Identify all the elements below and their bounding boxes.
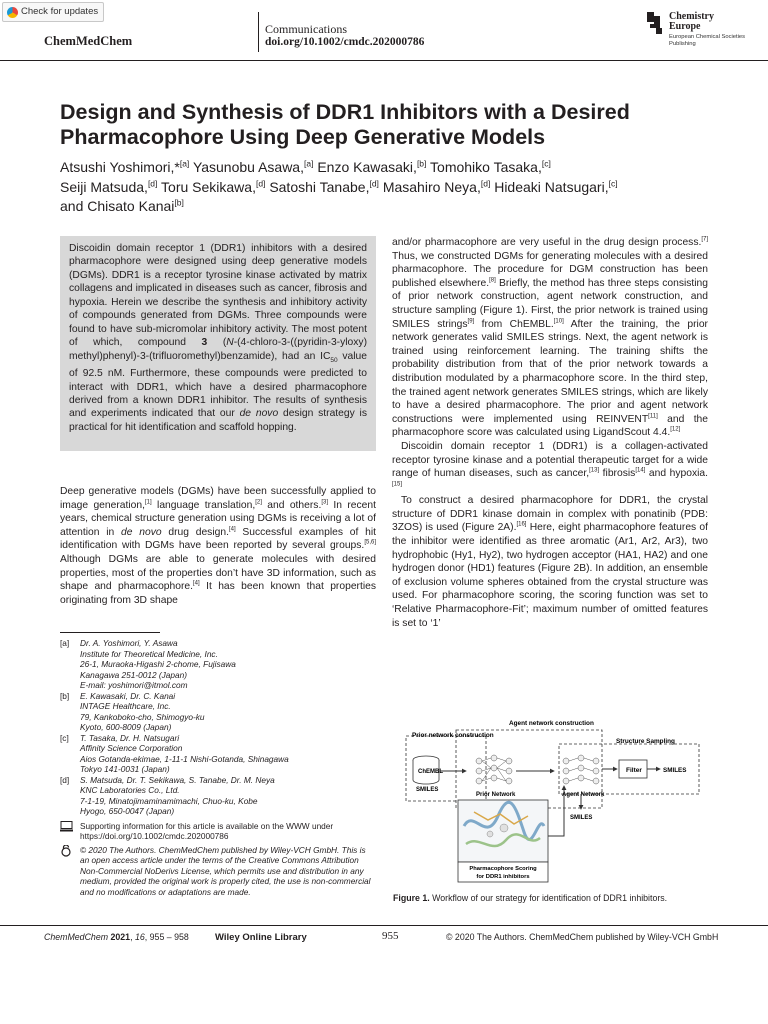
protein-structure-image (458, 800, 548, 862)
agent-construction-label: Agent network construction (509, 720, 594, 727)
logo-text-europe: Europe (669, 21, 701, 32)
footer-rule (0, 925, 768, 926)
article-title: Design and Synthesis of DDR1 Inhibitors with a Desired Pharmacophore Using Deep Generative Models (60, 100, 630, 149)
footer-citation: ChemMedChem 2021, 16, 955 – 958 (44, 932, 189, 942)
author-list (60, 158, 710, 217)
chemistry-europe-logo (647, 10, 763, 50)
chemistry-europe-mark-icon (647, 12, 665, 34)
body-paragraph: To construct a desired pharmacophore for DDR1, the crystal structure of DDR1 kinase domain in complex with ponatinib (PDB: 3ZOS) is used (Figure 2A).[16] Here, eight pharmacophore features of the inhibitor were identified as three aromatic (Ar1, Ar2, Ar3), two hydrophobic (Hy1, Hy2), two hydrogen acceptor (HA1, HA2) and one hydrogen donor (HD1) features (Figure 2B). In addition, an ensemble of exclusion volume spheres obtained from the crystal structure was used. For pharmacophore scoring, the scoring function was set to ‘Relative Pharmacophore-Fit’; maximum number of omitted features is set to ‘1’ (392, 495, 709, 629)
prior-network-icon (476, 755, 512, 784)
body-paragraph: Deep generative models (DGMs) have been successfully applied to image generation,[1] language translation,[2] and others.[3] In recent years, chemical structure generation using DGMs is receiving a lot of attention in de novo drug design.[4] Successful examples of hit identification with DGMs have been reported by several groups.[5,6] Although DGMs are able to generate molecules with desired properties, most of the properties don’t have 3D information, such as shape and pharmacophore.[4] It has been known that properties originating from 3D shape (60, 486, 376, 606)
wiley-online-library-link[interactable]: Wiley Online Library (215, 932, 307, 943)
header-divider (258, 12, 259, 52)
agent-network-icon (563, 755, 599, 784)
author: Tomohiko Tasaka,[c] (430, 158, 551, 175)
chembl-label: ChEMBL (418, 769, 443, 775)
author: Toru Sekikawa,[d] (161, 177, 266, 195)
smiles-label-3: SMILES (663, 767, 687, 774)
figure-1-caption: Figure 1. Workflow of our strategy for identification of DDR1 inhibitors. (393, 893, 668, 903)
logo-subtitle: European Chemical Societies Publishing (669, 34, 746, 47)
agent-network-label: Agent Network (562, 792, 605, 798)
affiliation-d: [d] S. Matsuda, Dr. T. Sekikawa, S. Tanabe, Dr. M. Neya KNC Laboratories Co., Ltd. 7-1-19, Minatojimaminamimachi, Chuo-ku, Kobe Hyogo, 650-0047 (Japan) (60, 774, 275, 816)
prior-construction-label: Prior network construction (412, 732, 494, 739)
figure-1-workflow (404, 716, 704, 886)
affiliation-c: [c] T. Tasaka, Dr. H. Natsugari Affinity Science Corporation Aios Gotanda-ekimae, 1-11-1 Nishi-Gotanda, Shinagawa Tokyo 141-0031 (Japan) (60, 732, 289, 774)
pharmacophore-scoring-label-2: for DDR1 inhibitors (476, 874, 530, 880)
body-paragraph: Discoidin domain receptor 1 (DDR1) is a collagen-activated receptor tyrosine kinase and a potential therapeutic target for a wide range of human diseases, such as cancer,[13] fibrosis[14] and hypoxia.[15] (392, 440, 708, 488)
smiles-label-2: SMILES (570, 815, 593, 821)
supporting-info-note: Supporting information for this article is available on the WWW under https://doi.org/10.1002/cmdc.202000786 (60, 821, 376, 842)
author: Seiji Matsuda,[d] (60, 177, 158, 195)
doi-link[interactable]: doi.org/10.1002/cmdc.202000786 (265, 36, 425, 48)
author: Masahiro Neya,[d] (382, 177, 491, 195)
affiliation-footnotes (60, 638, 376, 897)
check-for-updates-label: Check for updates (21, 6, 99, 17)
abstract-text: Discoidin domain receptor 1 (DDR1) inhibitors with a desired pharmacophore were designed using deep generative models (DGMs). DDR1 is a receptor tyrosine kinase activated by matrix collagens and implicated in diseases such as cancer, fibrosis and hypoxia. Herein we describe the synthesis and inhibitory activity of compounds generated from DGMs. Three compounds were found to have sub-micromolar inhibitory activity. The most potent of which, compound 3 (N-(4-chloro-3-((pyridin-3-yloxy) methyl)phenyl)-3-(trifluoromethyl)benzamide), had an $IC_{50}$ value of 92.5 nM. Furthermore, these compounds were predicted to interact with DDR1, which have a desired pharmacophore derived from a known DDR1 inhibitor. The results of synthesis and experiments indicated that our de novo design strategy is practical for hit identification and scaffold hopping. (69, 243, 368, 433)
footnote-rule (60, 632, 160, 633)
journal-name: ChemMedChem (44, 34, 133, 48)
header-rule (0, 60, 768, 61)
check-for-updates-button[interactable] (2, 2, 104, 22)
affiliation-b: [b] E. Kawasaki, Dr. C. Kanai INTAGE Healthcare, Inc. 79, Kankoboko-cho, Shimogyo-ku Kyoto, 600-8009 (Japan) (60, 690, 205, 732)
computer-icon (60, 821, 80, 842)
crossmark-icon (7, 7, 18, 18)
pharmacophore-scoring-label-1: Pharmacophore Scoring (469, 866, 537, 872)
footer-copyright: © 2020 The Authors. ChemMedChem published by Wiley-VCH GmbH (446, 932, 719, 942)
author: Enzo Kawasaki,[b] (317, 158, 427, 175)
prior-network-label: Prior Network (476, 792, 516, 798)
author: Hideaki Natsugari,[c] (494, 177, 618, 195)
abstract-box (60, 236, 376, 451)
body-paragraph: and/or pharmacophore are very useful in the drug design process.[7] Thus, we constructed DGMs for generating molecules with a desired pharmacophore. The procedure for DGM construction has been published elsewhere.[8] Briefly, the method has three steps consisting of prior network construction, agent network construction, and structure sampling (Figure 1). First, the prior network is trained using SMILES strings[9] from ChEMBL.[10] After the training, the prior network generates valid SMILES strings. Next, the agent network is trained using reinforcement learning. The training shifts the probability distribution from that of the prior network towards a distribution modulated by a pharmacophore score. In the third step, the trained agent network generates SMILES strings, which are likely to have a desired pharmacophore. The prior and agent network constructions were implemented using REINVENT[11] and the pharmacophore score was calculated using LigandScout 4.4.[12] (392, 236, 709, 439)
filter-label: Filter (626, 767, 642, 774)
author: Atsushi Yoshimori,*[a] (60, 158, 190, 175)
open-access-icon (60, 845, 80, 898)
left-column-body (60, 485, 376, 607)
logo-text-chemistry: Chemistry (669, 11, 714, 22)
license-note: © 2020 The Authors. ChemMedChem published by Wiley-VCH GmbH. This is an open access article under the terms of the Creative Commons Attribution Non-Commercial NoDerivs License, which permits use and distribution in any medium, provided the original work is properly cited, the use is non-commercial and no modifications or adaptations are made. (60, 845, 376, 898)
affiliation-a: [a] Dr. A. Yoshimori, Y. Asawa Institute for Theoretical Medicine, Inc. 26-1, Muraoka-Higashi 2-chome, Fujisawa Kanagawa 251-0012 (Japan) E-mail: yoshimori@itmol.com (60, 638, 236, 690)
author: Yasunobu Asawa,[a] (192, 158, 314, 175)
smiles-label-1: SMILES (416, 787, 439, 793)
author: Satoshi Tanabe,[d] (269, 177, 379, 195)
right-column-body (392, 236, 708, 630)
page-number: 955 (382, 930, 399, 942)
author: and Chisato Kanai[b] (60, 197, 184, 214)
section-label: Communications (265, 22, 347, 36)
structure-sampling-label: Structure Sampling (616, 738, 675, 745)
